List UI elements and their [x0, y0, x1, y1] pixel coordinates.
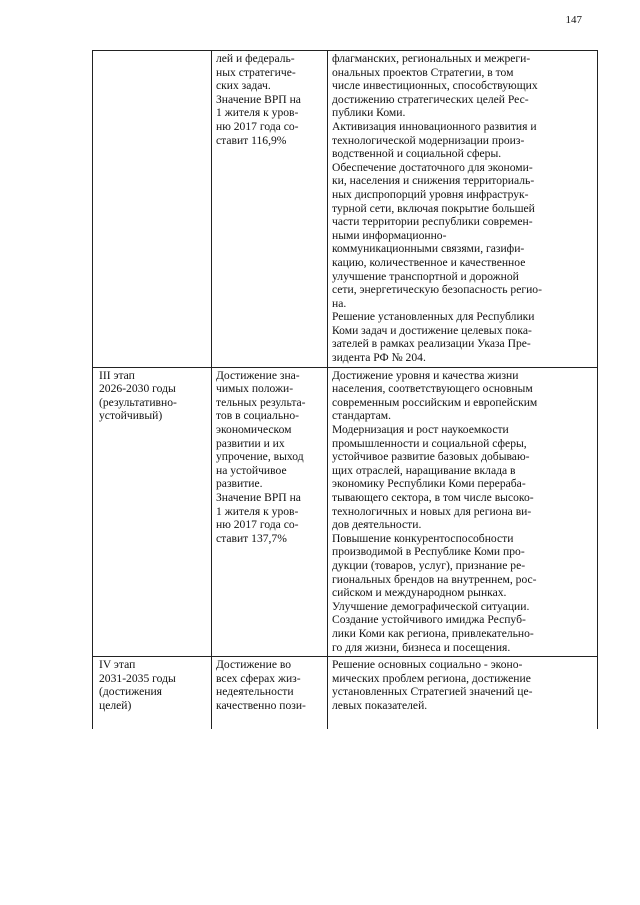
text-line: Коми задач и достижение целевых пока-: [332, 323, 532, 337]
text-line: достижению стратегических целей Рес-: [332, 92, 529, 106]
text-line: технологической модернизации произ-: [332, 133, 525, 147]
text-line: устойчивое развитие базовых добываю-: [332, 450, 530, 464]
text-line: левых показателей.: [332, 698, 428, 712]
text-line: щих отраслей, наращивание вклада в: [332, 463, 516, 477]
directions-cell: [328, 657, 598, 729]
text-line: ставит 116,9%: [216, 133, 287, 147]
stage-cell: [93, 657, 212, 729]
text-line: Обеспечение достаточного для экономи-: [332, 160, 533, 174]
text-line: кацию, количественное и качественное: [332, 255, 526, 269]
text-line: Решение основных социально - эконо-: [332, 658, 523, 672]
text-line: Достижение зна-: [216, 368, 300, 382]
text-line: (достижения: [99, 685, 163, 699]
text-line: флагманских, региональных и межреги-: [332, 52, 531, 65]
text-line: 1 жителя к уров-: [216, 106, 299, 120]
text-line: экономику Республики Коми перераба-: [332, 477, 526, 491]
text-line: ональных проектов Стратегии, в том: [332, 65, 514, 79]
text-line: Значение ВРП на: [216, 491, 301, 504]
text-line: Модернизация и рост наукоемкости: [332, 423, 509, 437]
text-line: сети, энергетическую безопасность регио-: [332, 283, 542, 297]
text-line: 2031-2035 годы: [99, 671, 176, 685]
text-line: Улучшение демографической ситуации.: [332, 599, 530, 613]
text-line: на устойчивое: [216, 463, 287, 477]
stage-cell: [93, 51, 212, 368]
text-line: IV этап: [99, 658, 136, 672]
text-line: стандартам.: [332, 409, 391, 423]
text-line: Активизация инновационного развития и: [332, 119, 537, 133]
text-line: Создание устойчивого имиджа Респуб-: [332, 613, 526, 627]
text-line: тов в социально-: [216, 409, 299, 423]
text-line: гиональных брендов на внутреннем, рос-: [332, 572, 537, 586]
text-line: ских задач.: [216, 79, 271, 93]
text-line: лей и федераль-: [216, 52, 295, 65]
text-line: III этап: [99, 368, 135, 382]
text-line: качественно пози-: [216, 698, 306, 712]
text-line: устойчивый): [99, 409, 163, 423]
goal-cell: [212, 51, 328, 368]
text-line: водственной и социальной сферы.: [332, 147, 502, 161]
strategy-stages-table: [92, 50, 598, 729]
text-line: тывающего сектора, в том числе высоко-: [332, 491, 534, 504]
text-line: 1 жителя к уров-: [216, 504, 299, 518]
text-line: на.: [332, 296, 347, 310]
text-line: развитие.: [216, 477, 263, 491]
text-line: зателей в рамках реализации Указа Пре-: [332, 337, 531, 351]
text-line: го для жизни, бизнеса и посещения.: [332, 640, 511, 654]
text-line: ных стратегиче-: [216, 65, 296, 79]
table-row: [93, 657, 598, 729]
text-line: сийском и международном рынках.: [332, 586, 507, 600]
text-line: населения, соответствующего основным: [332, 382, 533, 396]
text-line: ки, населения и снижения территориаль-: [332, 174, 535, 188]
goal-cell: [212, 657, 328, 729]
text-line: упрочение, выход: [216, 450, 304, 464]
text-line: 2026-2030 годы: [99, 382, 176, 396]
text-line: ню 2017 года со-: [216, 518, 299, 532]
text-line: дукции (товаров, услуг), признание ре-: [332, 558, 526, 572]
text-line: ных диспропорций уровня инфраструк-: [332, 187, 529, 201]
text-line: Повышение конкурентоспособности: [332, 531, 514, 545]
text-line: ню 2017 года со-: [216, 119, 299, 133]
text-line: чимых положи-: [216, 382, 294, 396]
text-line: числе инвестиционных, способствующих: [332, 79, 538, 93]
text-line: части территории республики современ-: [332, 215, 533, 229]
text-line: лики Коми как региона, привлекательно-: [332, 626, 534, 640]
text-line: недеятельности: [216, 685, 294, 699]
table-row: [93, 51, 598, 368]
text-line: дов деятельности.: [332, 518, 422, 532]
text-line: всех сферах жиз-: [216, 671, 301, 685]
text-line: целей): [99, 698, 132, 712]
text-line: мических проблем региона, достижение: [332, 671, 531, 685]
text-line: производимой в Республике Коми про-: [332, 545, 525, 559]
text-line: установленных Стратегией значений це-: [332, 685, 533, 699]
text-line: зидента РФ № 204.: [332, 351, 426, 365]
goal-cell: [212, 367, 328, 656]
text-line: технологичных и новых для региона ви-: [332, 504, 532, 518]
text-line: промышленности и социальной сферы,: [332, 436, 527, 450]
text-line: Достижение уровня и качества жизни: [332, 368, 519, 382]
directions-cell: [328, 51, 598, 368]
text-line: публики Коми.: [332, 106, 406, 120]
directions-cell: [328, 367, 598, 656]
text-line: ставит 137,7%: [216, 531, 287, 545]
table-row: [93, 367, 598, 656]
text-line: Достижение во: [216, 658, 292, 672]
page-number: 147: [565, 14, 582, 26]
text-line: улучшение транспортной и дорожной: [332, 269, 519, 283]
text-line: Решение установленных для Республики: [332, 310, 535, 324]
text-line: коммуникационными связями, газифи-: [332, 242, 525, 256]
text-line: тельных результа-: [216, 395, 306, 409]
text-line: экономическом: [216, 423, 292, 437]
stage-cell: [93, 367, 212, 656]
text-line: развитии и их: [216, 436, 285, 450]
text-line: турной сети, включая покрытие большей: [332, 201, 535, 215]
text-line: ными информационно-: [332, 228, 447, 242]
text-line: современным российским и европейским: [332, 395, 538, 409]
text-line: (результативно-: [99, 395, 177, 409]
text-line: Значение ВРП на: [216, 92, 301, 106]
